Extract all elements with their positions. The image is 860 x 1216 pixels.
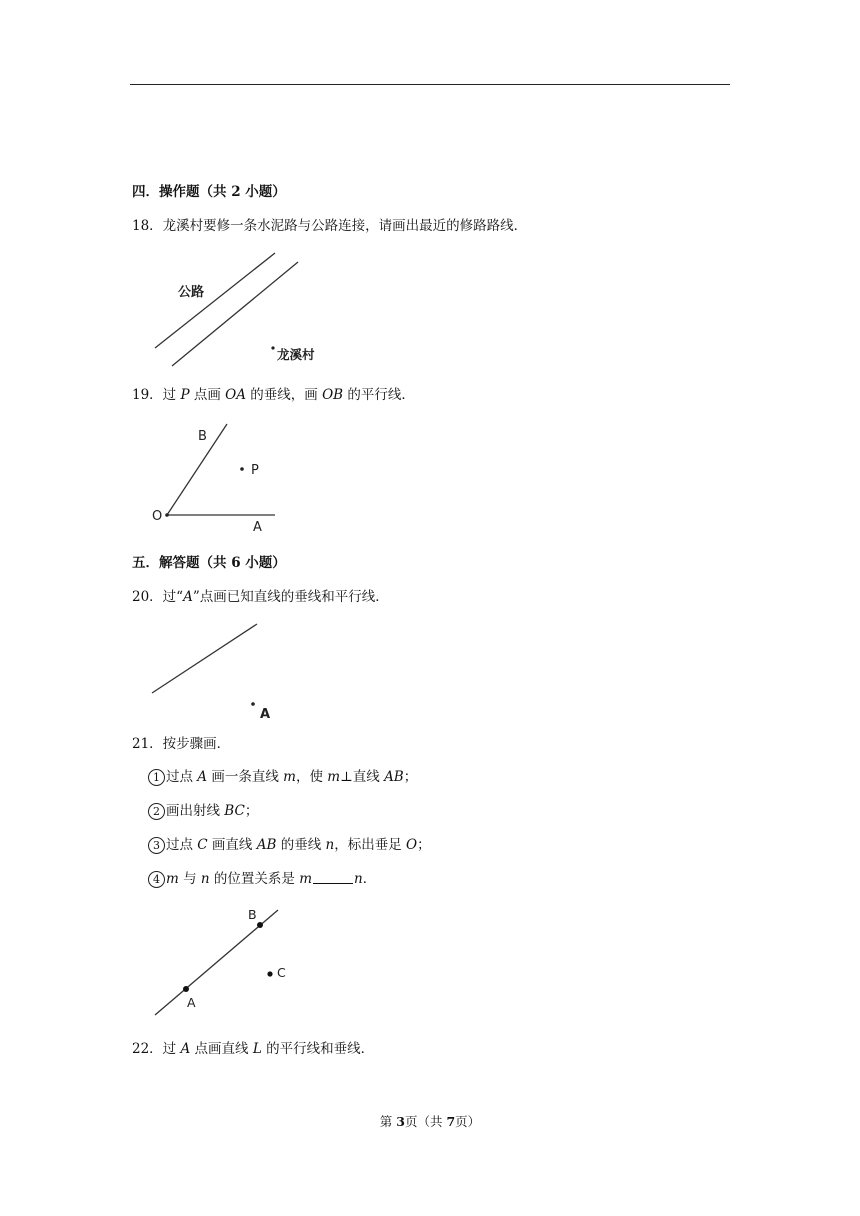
question-20-text: 20．过“A”点画已知直线的垂线和平行线．	[132, 589, 389, 605]
question-21-step-1: 1 过点 A 画一条直线 m，使 m⊥直线 AB；	[148, 768, 417, 786]
question-21-figure	[145, 903, 305, 1023]
label-a: A	[187, 995, 196, 1010]
village-label: 龙溪村	[277, 347, 315, 362]
road-label: 公路	[178, 285, 205, 300]
section-four-title: 四．操作题（共 2 小题）	[132, 184, 286, 200]
step-1-number: 1	[148, 769, 165, 786]
question-21-step-3: 3 过点 C 画直线 AB 的垂线 n，标出垂足 O；	[148, 836, 431, 854]
question-18-text: 18．龙溪村要修一条水泥路与公路连接，请画出最近的修路路线．	[132, 218, 528, 234]
label-b: B	[248, 907, 257, 922]
label-o: O	[152, 509, 163, 524]
label-c: C	[277, 965, 286, 980]
step-2-number: 2	[148, 803, 165, 820]
label-a: A	[253, 520, 262, 535]
question-22-text: 22．过 A 点画直线 L 的平行线和垂线．	[132, 1041, 375, 1057]
point-b	[257, 922, 263, 928]
answer-blank	[313, 871, 353, 884]
village-point	[271, 346, 274, 349]
section-five-title: 五．解答题（共 6 小题）	[132, 555, 286, 571]
label-a: A	[260, 707, 271, 722]
question-20-figure	[140, 615, 300, 725]
header-rule	[130, 84, 730, 85]
ray-ob	[167, 424, 227, 515]
question-21-step-2: 2 画出射线 BC；	[148, 802, 258, 820]
page-number: 3	[396, 1114, 405, 1129]
step-4-number: 4	[148, 871, 165, 888]
road-line-1	[155, 253, 275, 348]
point-c	[267, 971, 272, 976]
question-21-step-4: 4 m 与 n 的位置关系是 m n．	[148, 870, 376, 888]
total-pages: 7	[446, 1114, 456, 1129]
question-18-figure	[140, 245, 360, 375]
step-3-number: 3	[148, 837, 165, 854]
point-p	[240, 467, 244, 471]
point-a	[183, 986, 189, 992]
question-21-text: 21．按步骤画．	[132, 736, 231, 752]
given-line	[152, 624, 257, 693]
page-footer: 第 3页（共 7页）	[379, 1114, 481, 1129]
point-o	[165, 513, 169, 517]
question-19-figure	[145, 418, 295, 538]
point-a	[251, 702, 255, 706]
label-p: P	[251, 463, 259, 478]
label-b: B	[198, 429, 207, 444]
question-19-text: 19．过 P 点画 OA 的垂线，画 OB 的平行线．	[132, 387, 415, 403]
